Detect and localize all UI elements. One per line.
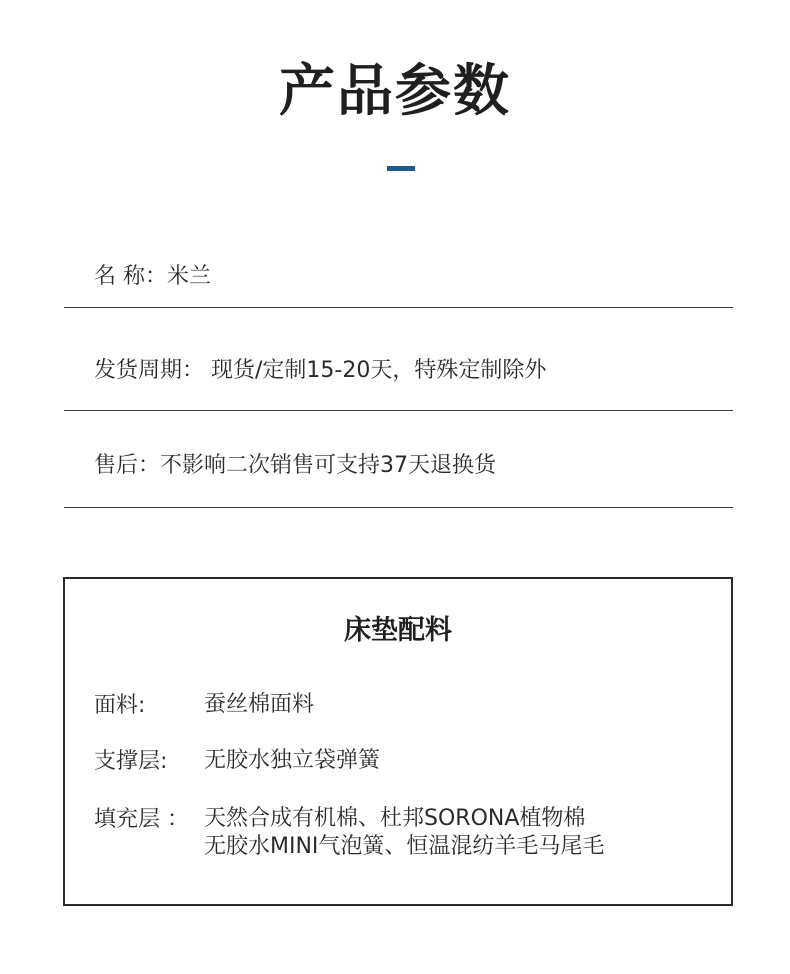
material-fabric-label: 面料: [94, 693, 146, 718]
page-title: 产品参数 [279, 59, 511, 124]
spec-shipping-text: 发货周期： 现货/定制15-20天，特殊定制除外 [94, 358, 547, 383]
materials-title: 床垫配料 [344, 615, 452, 646]
material-support-value: 无胶水独立袋弹簧 [204, 748, 381, 773]
material-filling-value-line-1: 天然合成有机棉、杜邦SORONA植物棉 [204, 806, 586, 831]
material-fabric-value: 蚕丝棉面料 [204, 692, 315, 717]
spec-row-shipping [64, 308, 733, 411]
materials-box [63, 577, 733, 906]
material-filling-label: 填充层 ： [94, 807, 189, 832]
title-underline [387, 166, 415, 171]
spec-after-sales-text: 售后：不影响二次销售可支持37天退换货 [94, 453, 496, 478]
material-filling-value-line-2: 无胶水MINI气泡簧、恒温混纺羊毛马尾毛 [204, 834, 605, 859]
spec-row-after-sales [64, 411, 733, 508]
spec-name-text: 名 称：米兰 [94, 264, 211, 289]
material-support-label: 支撑层: [94, 749, 168, 774]
spec-row-name [64, 230, 733, 308]
